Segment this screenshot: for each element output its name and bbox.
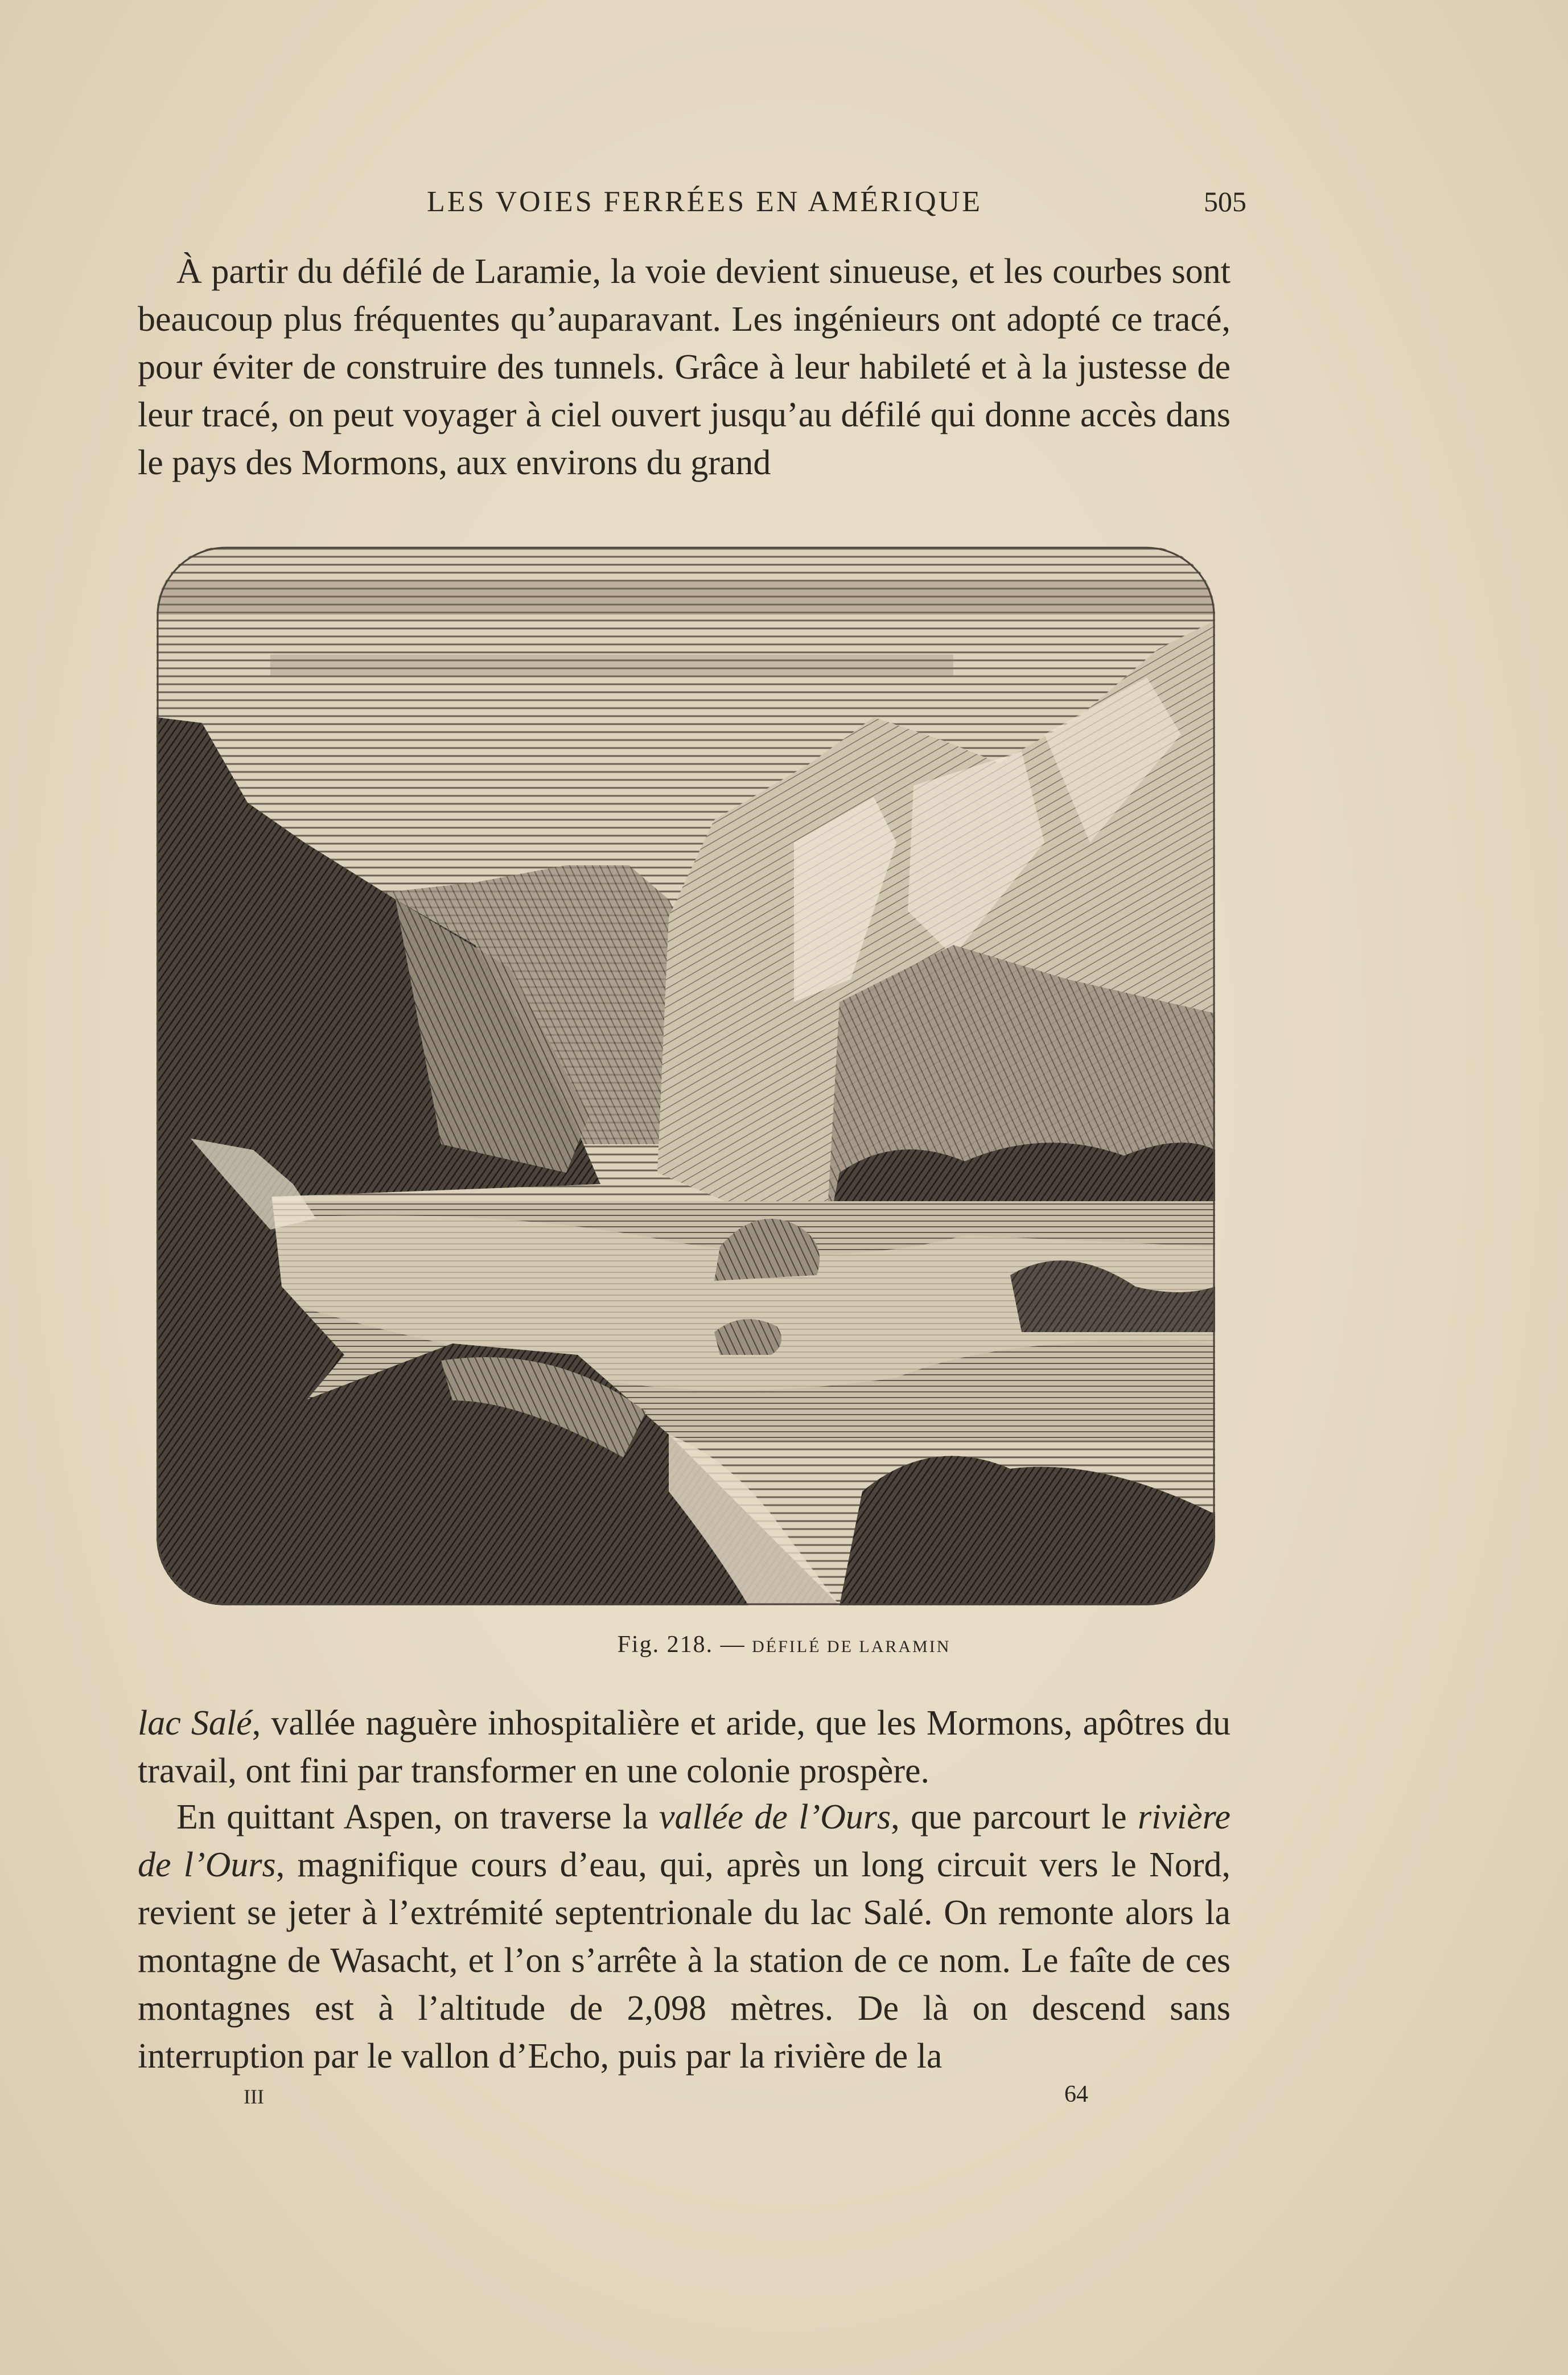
page-number: 505 xyxy=(1204,186,1246,217)
paragraph-2 xyxy=(138,1699,1230,1795)
paragraph-3-italic2: rivière de l’Ours xyxy=(138,1798,1230,1884)
sheet-number: 64 xyxy=(1064,2081,1088,2107)
running-head-title: LES VOIES FERRÉES EN AMÉRIQUE xyxy=(427,186,982,218)
paragraph-3-italic1: vallée de l’Ours xyxy=(659,1798,891,1836)
paragraph-2-italic: lac Salé xyxy=(138,1704,252,1743)
figure-caption xyxy=(0,1631,1568,1658)
paragraph-3-part2: , que parcourt le xyxy=(891,1798,1138,1836)
laramie-gorge-engraving xyxy=(157,547,1215,1605)
paragraph-3 xyxy=(138,1793,1230,2080)
engraving-illustration xyxy=(157,547,1215,1605)
paragraph-3-part1: En quittant Aspen, on traverse la xyxy=(176,1798,659,1836)
paragraph-3-part3: , magnifique cours d’eau, qui, après un long circuit vers le Nord, revient se jeter à l’extrémité septentrionale du lac Salé. On remonte alors la montagne de Wasacht, et l’on s’arrête à la station de ce nom. Le faîte de ces montagnes est à l’altitude de 2,098 mètres. De là on descend sans interruption par le vallon d’Echo, puis par la rivière de la xyxy=(138,1846,1230,2076)
figure-number: Fig. 218. — xyxy=(617,1632,746,1658)
running-head xyxy=(137,185,1246,225)
paragraph-2-text: , vallée naguère inhospitalière et aride, que les Mormons, apôtres du travail, ont fini par transformer en une colonie prospère. xyxy=(138,1704,1230,1790)
paragraph-1: À partir du défilé de Laramie, la voie devient sinueuse, et les courbes sont beaucoup plus fréquentes qu’auparavant. Les ingénieurs ont adopté ce tracé, pour éviter de construire des tunnels. Grâce à leur habileté et à la justesse de leur tracé, on peut voyager à ciel ouvert jusqu’au défilé qui donne accès dans le pays des Mormons, aux environs du grand xyxy=(138,252,1230,482)
figure-title: DÉFILÉ DE LARAMIN xyxy=(752,1637,951,1656)
signature-mark: III xyxy=(244,2085,264,2108)
